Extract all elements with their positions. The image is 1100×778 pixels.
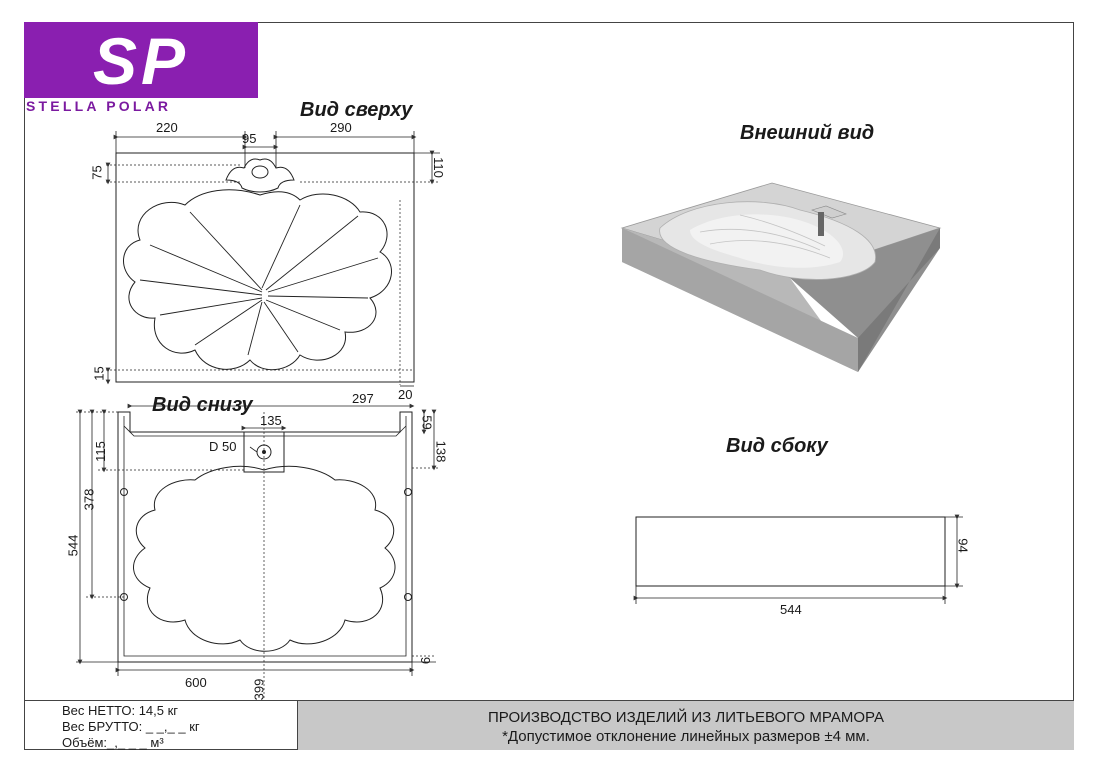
brand-name: STELLA POLAR <box>26 98 172 114</box>
side-view <box>636 517 963 604</box>
title-side-view: Вид сбоку <box>726 435 828 457</box>
tap-hole <box>252 166 268 178</box>
dim-399: 399 <box>251 678 267 701</box>
dim-544-side: 544 <box>780 602 802 617</box>
spec-block <box>24 700 298 750</box>
shell-bowl-bottom <box>134 466 396 651</box>
title-top-view: Вид сверху <box>300 99 413 121</box>
dim-15: 15 <box>91 366 107 381</box>
shell-bowl-top <box>124 190 392 370</box>
dim-75: 75 <box>89 165 105 180</box>
dim-110: 110 <box>430 157 446 178</box>
dim-220: 220 <box>156 120 178 135</box>
dim-94: 94 <box>955 538 971 553</box>
dim-20: 20 <box>398 387 413 402</box>
title-bottom-view: Вид снизу <box>152 394 253 416</box>
side-view-outline <box>636 517 945 586</box>
mounting-holes <box>121 489 412 601</box>
dim-115: 115 <box>92 441 108 462</box>
bottom-dimension-lines <box>76 406 440 676</box>
shell-ribs <box>140 205 378 355</box>
top-dimension-lines <box>108 131 440 386</box>
dim-59: 59 <box>419 415 435 430</box>
bottom-view-outline <box>118 412 412 662</box>
footer-line-2: *Допустимое отклонение линейных размеров ±4 мм. <box>502 728 870 745</box>
title-external-view: Внешний вид <box>740 122 875 144</box>
top-view-outline <box>116 153 414 382</box>
tap-deck <box>226 159 294 192</box>
dim-297: 297 <box>352 391 374 406</box>
spec-volume: Объём:_,_ _ _ м³ <box>62 735 164 750</box>
top-view <box>106 131 440 386</box>
external-view-render <box>622 183 940 372</box>
top-guides <box>106 165 440 385</box>
dim-290: 290 <box>330 120 352 135</box>
spec-net-weight: Вес НЕТТО: 14,5 кг <box>62 703 179 718</box>
footer-banner <box>298 700 1074 750</box>
dim-544: 544 <box>65 534 81 557</box>
footer-line-1: ПРОИЗВОДСТВО ИЗДЕЛИЙ ИЗ ЛИТЬЕВОГО МРАМОРА <box>488 709 884 726</box>
dim-9: 9 <box>418 656 434 665</box>
dim-135: 135 <box>260 413 282 428</box>
dim-95: 95 <box>242 131 257 146</box>
dim-378: 378 <box>81 488 97 511</box>
dim-138: 138 <box>433 440 449 463</box>
logo-letters: SP <box>92 24 190 98</box>
dim-600: 600 <box>185 675 207 690</box>
bottom-view <box>76 406 440 700</box>
spec-gross-weight: Вес БРУТТО: _ _,_ _ кг <box>62 719 200 734</box>
dim-d50: D 50 <box>209 439 237 454</box>
